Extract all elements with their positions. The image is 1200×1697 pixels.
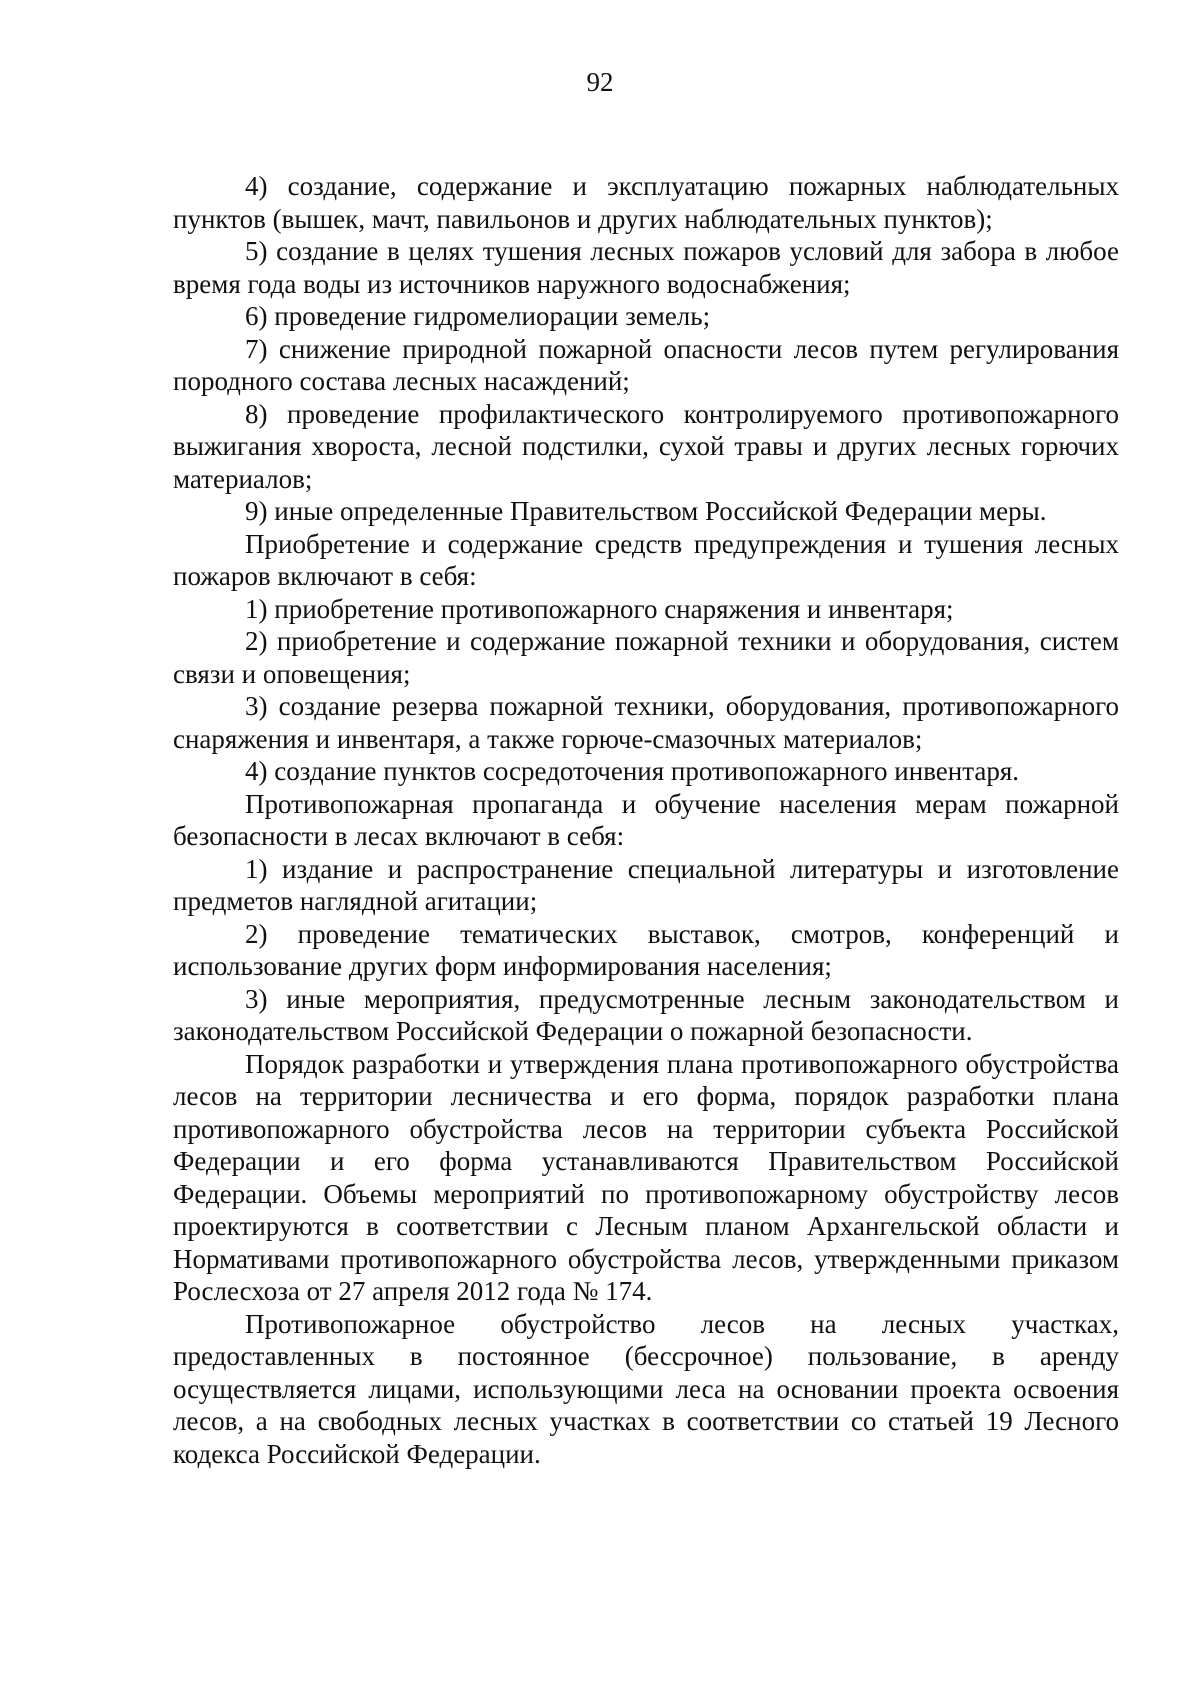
list-item-fire-machinery: 2) приобретение и содержание пожарной техники и оборудования, систем связи и оповещения; — [173, 626, 1119, 689]
paragraph-planning-procedure: Порядок разработки и утверждения плана противопожарного обустройства лесов на территории лесничества и его форма, порядок разработки плана противопожарного обустройства лесов на территории субъекта Российской Федерации и его форма устанавливаются Правительством Российской Федерации. Объемы мероприятий по противопожарному обустройству лесов проектируются в соответствии с Лесным планом Архангельской области и Нормативами противопожарного обустройства лесов, утвержденными приказом Рослесхоза от 27 апреля 2012 года № 174. — [173, 1048, 1119, 1306]
paragraph-propaganda-intro: Противопожарная пропаганда и обучение населения мерам пожарной безопасности в лесах включают в себя: — [173, 788, 1119, 851]
page-number: 92 — [586, 67, 614, 97]
list-item-other-government-measures: 9) иные определенные Правительством Российской Федерации меры. — [245, 496, 1047, 526]
paragraph-fire-arrangement-responsibility: Противопожарное обустройство лесов на лесных участках, предоставленных в постоянное (бессрочное) пользование, в аренду осуществляется лицами, использующими леса на основании проекта освоения лесов, а на свободных лесных участках в соответствии со статьей 19 Лесного кодекса Российской Федерации. — [173, 1308, 1119, 1469]
list-item-exhibitions: 2) проведение тематических выставок, смотров, конференций и использование других форм информирования населения; — [173, 918, 1119, 981]
list-item-hydro-melioration: 6) проведение гидромелиорации земель; — [245, 301, 711, 331]
list-item-controlled-burning: 8) проведение профилактического контролируемого противопожарного выжигания хвороста, лесной подстилки, сухой травы и других лесных горючих материалов; — [173, 398, 1119, 494]
list-item-reduce-fire-danger: 7) снижение природной пожарной опасности лесов путем регулирования породного состава лесных насаждений; — [173, 333, 1119, 396]
list-item-water-intake-conditions: 5) создание в целях тушения лесных пожаров условий для забора в любое время года воды из источников наружного водоснабжения; — [173, 236, 1119, 299]
list-item-inventory-points: 4) создание пунктов сосредоточения противопожарного инвентаря. — [245, 756, 1020, 786]
list-item-reserve: 3) создание резерва пожарной техники, оборудования, противопожарного снаряжения и инвентаря, а также горюче-смазочных материалов; — [173, 691, 1119, 754]
document-body — [173, 170, 1119, 1470]
list-item-acquire-equipment: 1) приобретение противопожарного снаряжения и инвентаря; — [245, 593, 954, 624]
paragraph-acquisition-intro: Приобретение и содержание средств предупреждения и тушения лесных пожаров включают в себя: — [173, 528, 1119, 591]
list-item-fire-lookout-points: 4) создание, содержание и эксплуатацию пожарных наблюдательных пунктов (вышек, мачт, павильонов и других наблюдательных пунктов); — [173, 171, 1119, 234]
list-item-other-activities: 3) иные мероприятия, предусмотренные лесным законодательством и законодательством Российской Федерации о пожарной безопасности. — [173, 983, 1119, 1046]
list-item-publishing: 1) издание и распространение специальной литературы и изготовление предметов наглядной агитации; — [173, 853, 1119, 916]
